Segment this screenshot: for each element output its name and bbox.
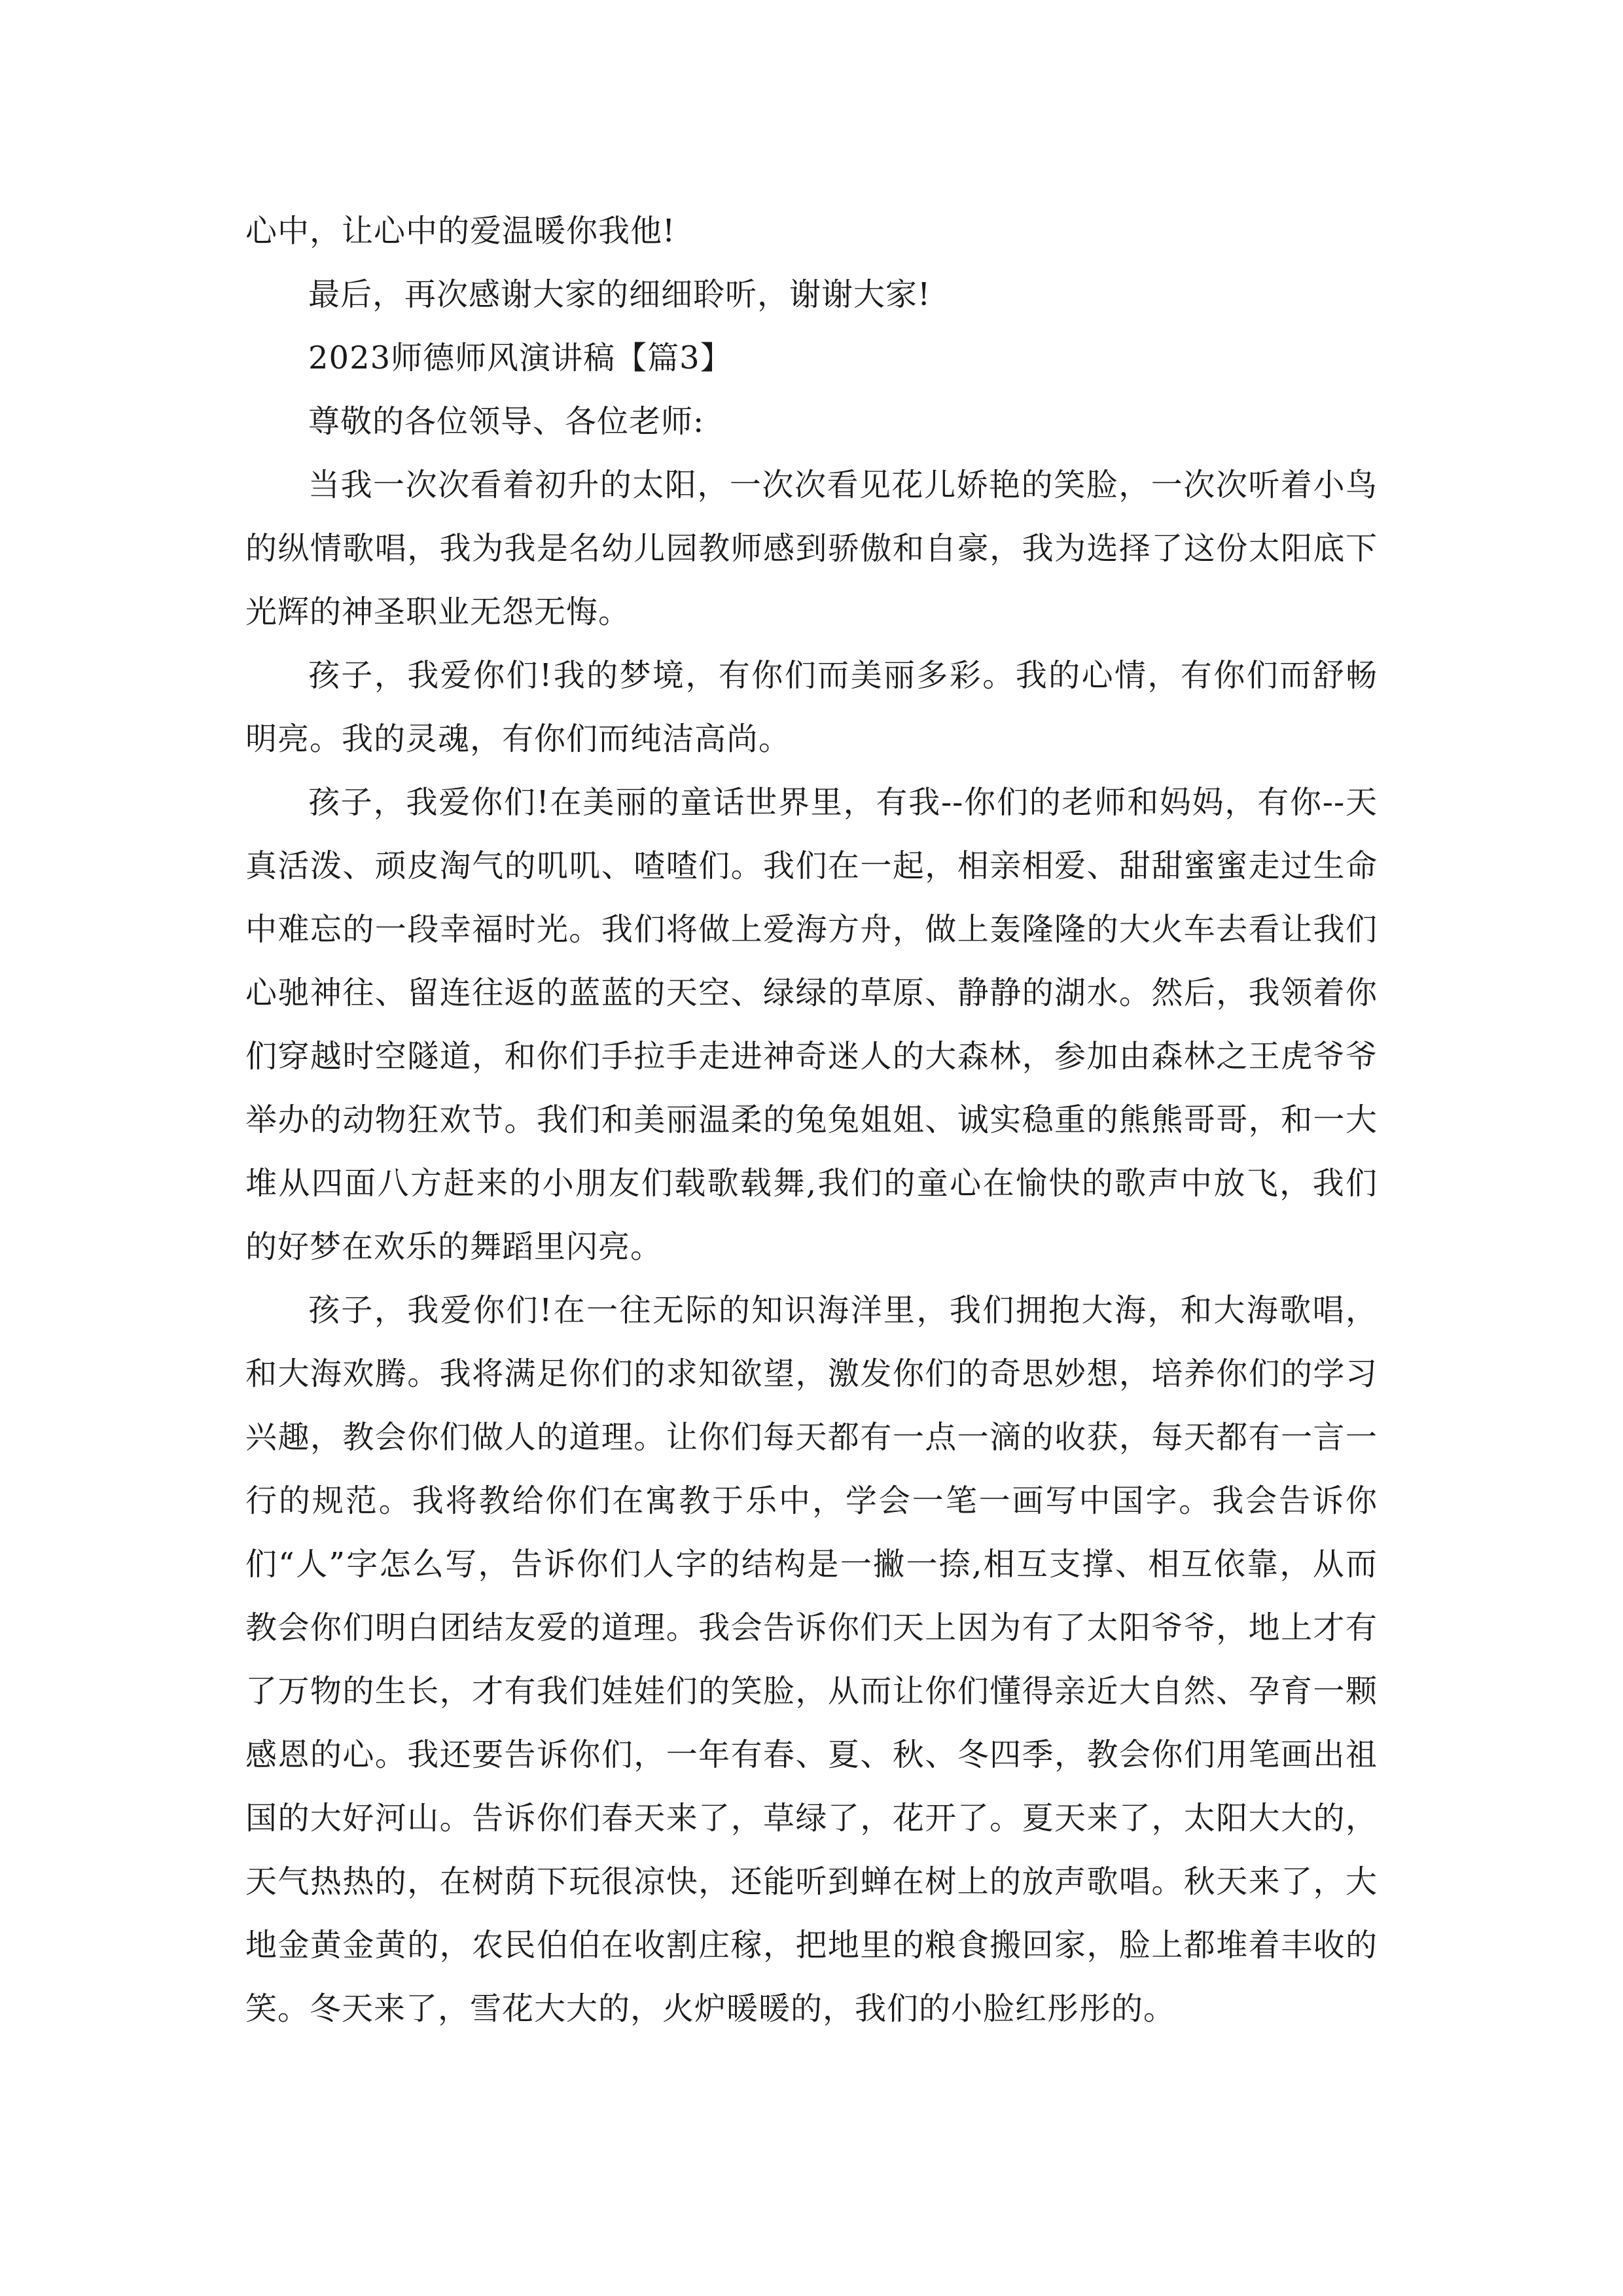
paragraph-love-2: 孩子，我爱你们!在美丽的童话世界里，有我--你们的老师和妈妈，有你--天真活泼、顽皮淘气的叽叽、喳喳们。我们在一起，相亲相爱、甜甜蜜蜜走过生命中难忘的一段幸福时光。我们将做上爱海方舟，做上轰隆隆的大火车去看让我们心驰神往、留连往返的蓝蓝的天空、绿绿的草原、静静的湖水。然后，我领着你们穿越时空隧道，和你们手拉手走进神奇迷人的大森林，参加由森林之王虎爷爷举办的动物狂欢节。我们和美丽温柔的兔兔姐姐、诚实稳重的熊熊哥哥，和一大堆从四面八方赶来的小朋友们载歌载舞,我们的童心在愉快的歌声中放飞，我们的好梦在欢乐的舞蹈里闪亮。	[245, 784, 1378, 1265]
paragraph-love-3: 孩子，我爱你们!在一往无际的知识海洋里，我们拥抱大海，和大海歌唱，和大海欢腾。我将满足你们的求知欲望，激发你们的奇思妙想，培养你们的学习兴趣，教会你们做人的道理。让你们每天都有一点一滴的收获，每天都有一言一行的规范。我将教给你们在寓教于乐中，学会一笔一画写中国字。我会告诉你们“人”字怎么写，告诉你们人字的结构是一撇一捺,相互支撑、相互依靠，从而教会你们明白团结友爱的道理。我会告诉你们天上因为有了太阳爷爷，地上才有了万物的生长，才有我们娃娃们的笑脸，从而让你们懂得亲近大自然、孕育一颗感恩的心。我还要告诉你们，一年有春、夏、秋、冬四季，教会你们用笔画出祖国的大好河山。告诉你们春天来了，草绿了，花开了。夏天来了，太阳大大的，天气热热的，在树荫下玩很凉快，还能听到蝉在树上的放声歌唱。秋天来了，大地金黄金黄的，农民伯伯在收割庄稼，把地里的粮食搬回家，脸上都堆着丰收的笑。冬天来了，雪花大大的，火炉暖暖的，我们的小脸红彤彤的。	[245, 1292, 1378, 2027]
salutation: 尊敬的各位领导、各位老师:	[308, 403, 705, 440]
paragraph-continuation: 心中，让心中的爱温暖你我他!	[245, 213, 676, 249]
document-body	[245, 200, 1378, 2041]
paragraph-closing-thanks: 最后，再次感谢大家的细细聆听，谢谢大家!	[308, 276, 931, 313]
paragraph-intro: 当我一次次看着初升的太阳，一次次看见花儿娇艳的笑脸，一次次听着小鸟的纵情歌唱，我为我是名幼儿园教师感到骄傲和自豪，我为选择了这份太阳底下光辉的神圣职业无怨无悔。	[245, 467, 1378, 630]
speech-title: 2023师德师风演讲稿【篇3】	[308, 340, 732, 376]
paragraph-love-1: 孩子，我爱你们!我的梦境，有你们而美丽多彩。我的心情，有你们而舒畅明亮。我的灵魂，有你们而纯洁高尚。	[245, 657, 1378, 757]
